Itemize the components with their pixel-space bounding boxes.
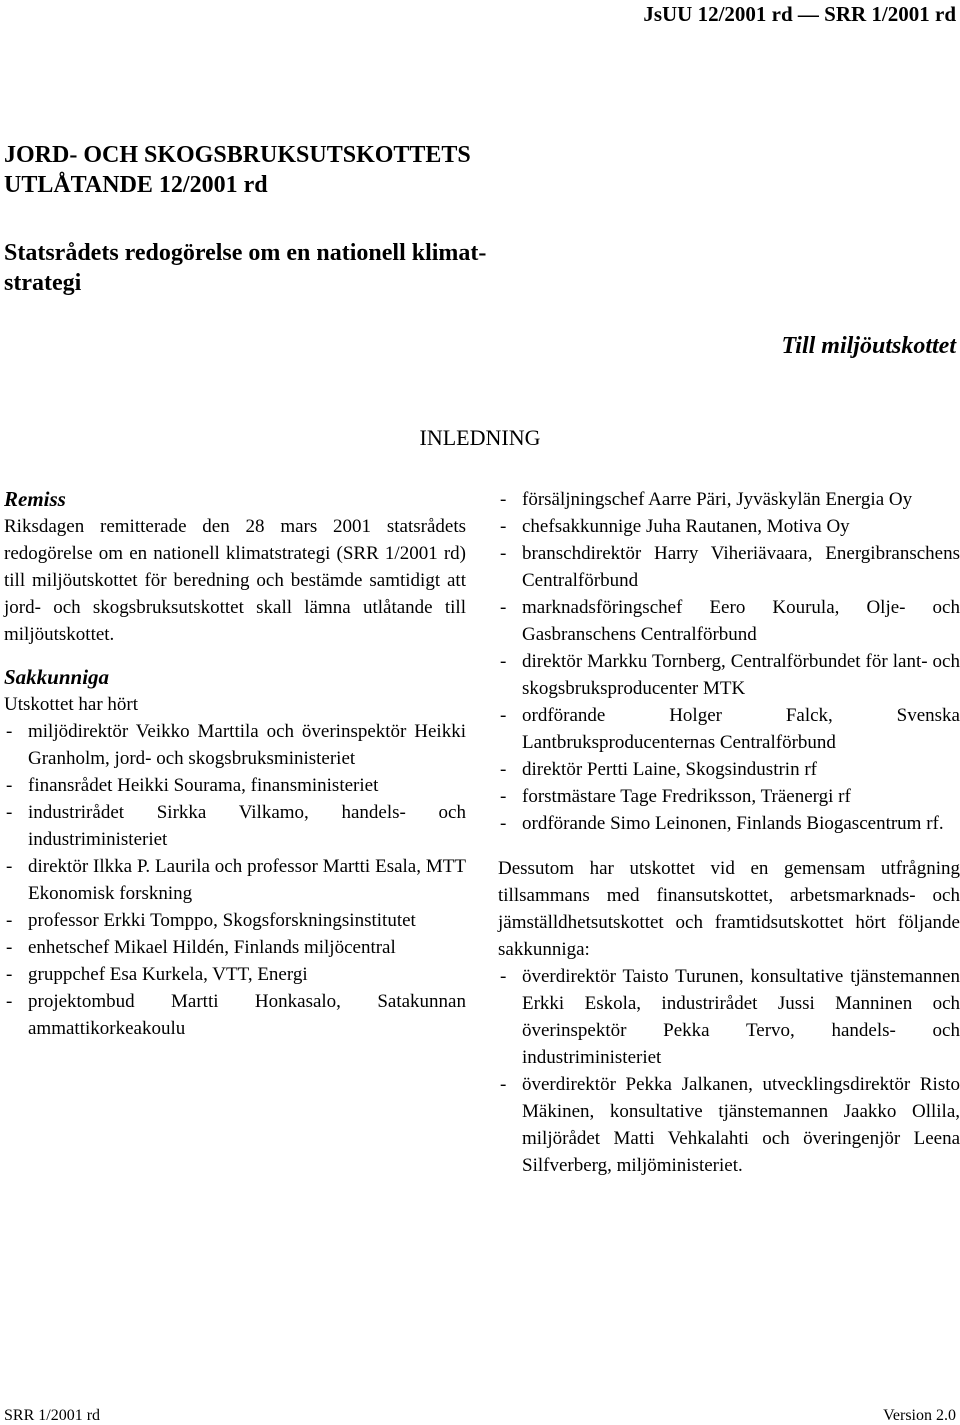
list-item: - finansrådet Heikki Sourama, finansministeriet: [4, 772, 466, 799]
list-item: - industrirådet Sirkka Vilkamo, handels- och industriministeriet: [4, 799, 466, 853]
list-item: - överdirektör Taisto Turunen, konsultative tjänstemannen Erkki Eskola, industrirådet Jussi Manninen och överinspektör Pekka Tervo, handels- och industriministeriet: [498, 963, 960, 1071]
list-item: - enhetschef Mikael Hildén, Finlands miljöcentral: [4, 934, 466, 961]
footer-version: Version 2.0: [883, 1407, 956, 1424]
list-item: - forstmästare Tage Fredriksson, Träenergi rf: [498, 783, 960, 810]
list-item: - branschdirektör Harry Viheriävaara, Energibranschens Centralförbund: [498, 540, 960, 594]
expert-list-part-1: [4, 718, 466, 1042]
document-subject-line-1: Statsrådets redogörelse om en nationell klimat-: [4, 240, 487, 266]
joint-hearing-paragraph: Dessutom har utskottet vid en gemensam utfrågning tillsammans med finansutskottet, arbetsmarknads- och jämställdhetsutskottet och framtidsutskottet hört följande sakkunniga:: [498, 858, 960, 960]
left-column: [4, 486, 466, 1042]
sakkunniga-heading: Sakkunniga: [4, 665, 110, 689]
joint-hearing-list: [498, 963, 960, 1179]
list-item: - gruppchef Esa Kurkela, VTT, Energi: [4, 961, 466, 988]
document-subject-line-2: strategi: [4, 270, 82, 296]
running-header: JsUU 12/2001 rd — SRR 1/2001 rd: [643, 2, 956, 26]
document-title: [4, 140, 471, 200]
expert-list-part-2: [498, 486, 960, 837]
list-item: - direktör Ilkka P. Laurila och professor Martti Esala, MTT Ekonomisk forskning: [4, 853, 466, 907]
footer-document-id: SRR 1/2001 rd: [4, 1407, 101, 1424]
list-item: - marknadsföringschef Eero Kourula, Olje- och Gasbranschens Centralförbund: [498, 594, 960, 648]
document-title-line-2: UTLÅTANDE 12/2001 rd: [4, 172, 268, 198]
remiss-heading: Remiss: [4, 487, 66, 511]
list-item: - miljödirektör Veikko Marttila och överinspektör Heikki Granholm, jord- och skogsbruksministeriet: [4, 718, 466, 772]
sakkunniga-intro: Utskottet har hört: [4, 694, 139, 715]
list-item: - ordförande Simo Leinonen, Finlands Biogascentrum rf.: [498, 810, 960, 837]
remiss-paragraph: Riksdagen remitterade den 28 mars 2001 statsrådets redogörelse om en nationell klimatstrategi (SRR 1/2001 rd) till miljöutskottet för beredning och bestämde samtidigt att jord- och skogsbruksutskottet skall lämna utlåtande till miljöutskottet.: [4, 516, 466, 645]
document-title-line-1: JORD- OCH SKOGSBRUKSUTSKOTTETS: [4, 142, 471, 168]
list-item: - överdirektör Pekka Jalkanen, utvecklingsdirektör Risto Mäkinen, konsultative tjänstemannen Jaakko Ollila, miljörådet Matti Vehkalahti och överingenjör Leena Silfverberg, miljöministeriet.: [498, 1071, 960, 1179]
document-subject: [4, 238, 486, 298]
recipient-line: Till miljöutskottet: [781, 333, 956, 359]
list-item: - direktör Markku Tornberg, Centralförbundet för lant- och skogsbruksproducenter MTK: [498, 648, 960, 702]
list-item: - projektombud Martti Honkasalo, Satakunnan ammattikorkeakoulu: [4, 988, 466, 1042]
list-item: - direktör Pertti Laine, Skogsindustrin rf: [498, 756, 960, 783]
list-item: - professor Erkki Tomppo, Skogsforskningsinstitutet: [4, 907, 466, 934]
section-heading-inledning: INLEDNING: [419, 425, 541, 450]
right-column: [498, 486, 960, 1179]
list-item: - ordförande Holger Falck, Svenska Lantbruksproducenternas Centralförbund: [498, 702, 960, 756]
list-item: - chefsakkunnige Juha Rautanen, Motiva Oy: [498, 513, 960, 540]
list-item: - försäljningschef Aarre Päri, Jyväskylän Energia Oy: [498, 486, 960, 513]
